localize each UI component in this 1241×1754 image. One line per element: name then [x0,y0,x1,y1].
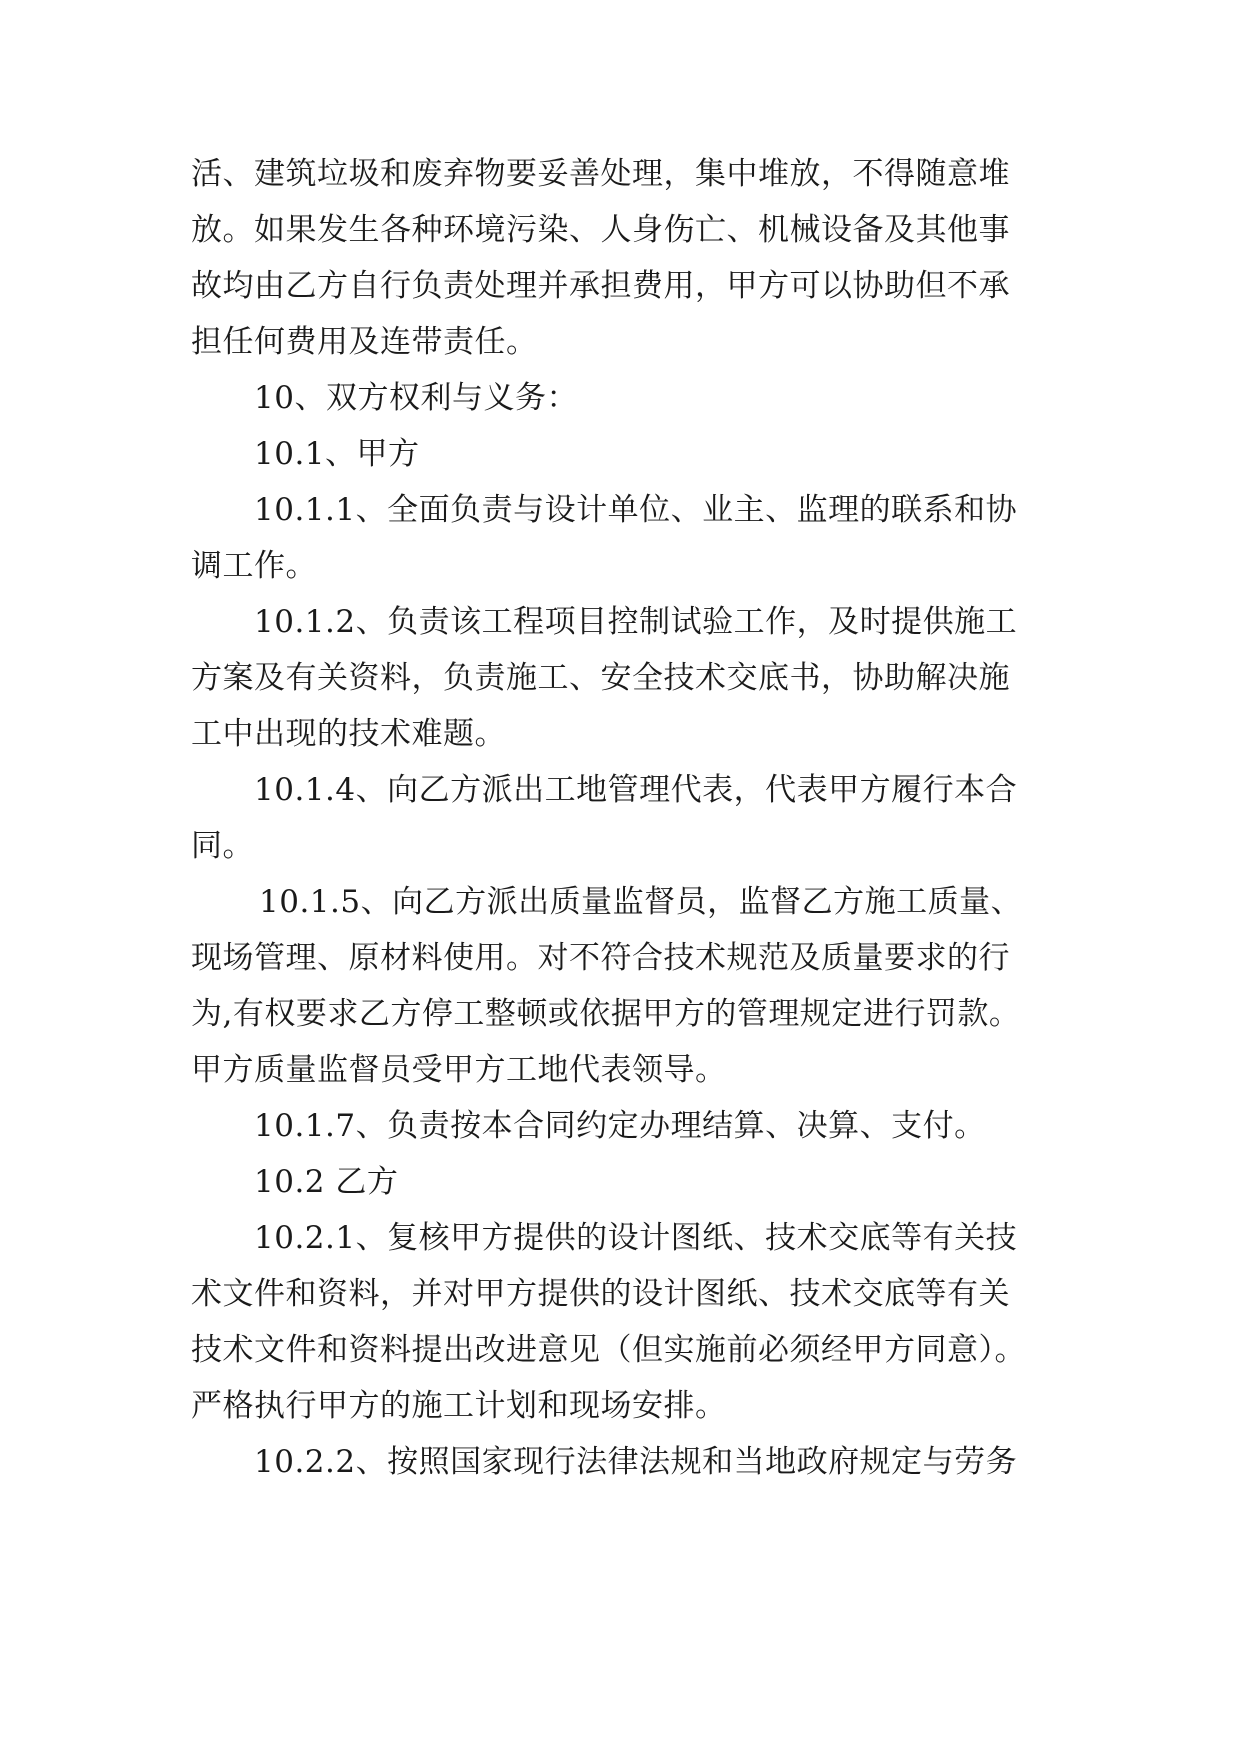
text-line: 甲方质量监督员受甲方工地代表领导。 [191,1052,727,1088]
text-line: 10.2.2、按照国家现行法律法规和当地政府规定与劳务 [254,1444,1018,1480]
text-line: 10.2.1、复核甲方提供的设计图纸、技术交底等有关技 [254,1220,1018,1256]
text-line: 方案及有关资料，负责施工、安全技术交底书，协助解决施 [191,660,1010,696]
section-heading: 10、双方权利与义务： [254,380,578,416]
text-line: 10.1.4、向乙方派出工地管理代表，代表甲方履行本合 [254,772,1018,808]
text-line: 工中出现的技术难题。 [191,716,506,752]
subsection-heading: 10.2 乙方 [254,1164,399,1200]
text-line: 10.1.5、向乙方派出质量监督员，监督乙方施工质量、 [259,884,1023,920]
text-line: 活、建筑垃圾和废弃物要妥善处理，集中堆放，不得随意堆 [191,156,1010,192]
text-line: 10.1.7、负责按本合同约定办理结算、决算、支付。 [254,1108,986,1144]
text-line: 10.1.1、全面负责与设计单位、业主、监理的联系和协 [254,492,1018,528]
text-line: 担任何费用及连带责任。 [191,324,538,360]
text-line: 同。 [191,828,254,864]
text-line: 为,有权要求乙方停工整顿或依据甲方的管理规定进行罚款。 [191,996,1021,1032]
text-line: 术文件和资料，并对甲方提供的设计图纸、技术交底等有关 [191,1276,1010,1312]
text-line: 调工作。 [191,548,317,584]
text-line: 10.1.2、负责该工程项目控制试验工作，及时提供施工 [254,604,1018,640]
text-line: 严格执行甲方的施工计划和现场安排。 [191,1388,727,1424]
text-line: 故均由乙方自行负责处理并承担费用，甲方可以协助但不承 [191,268,1010,304]
text-line: 放。如果发生各种环境污染、人身伤亡、机械设备及其他事 [191,212,1010,248]
text-line: 技术文件和资料提出改进意见（但实施前必须经甲方同意）。 [191,1332,1026,1368]
subsection-heading: 10.1、甲方 [254,436,420,472]
text-line: 现场管理、原材料使用。对不符合技术规范及质量要求的行 [191,940,1010,976]
